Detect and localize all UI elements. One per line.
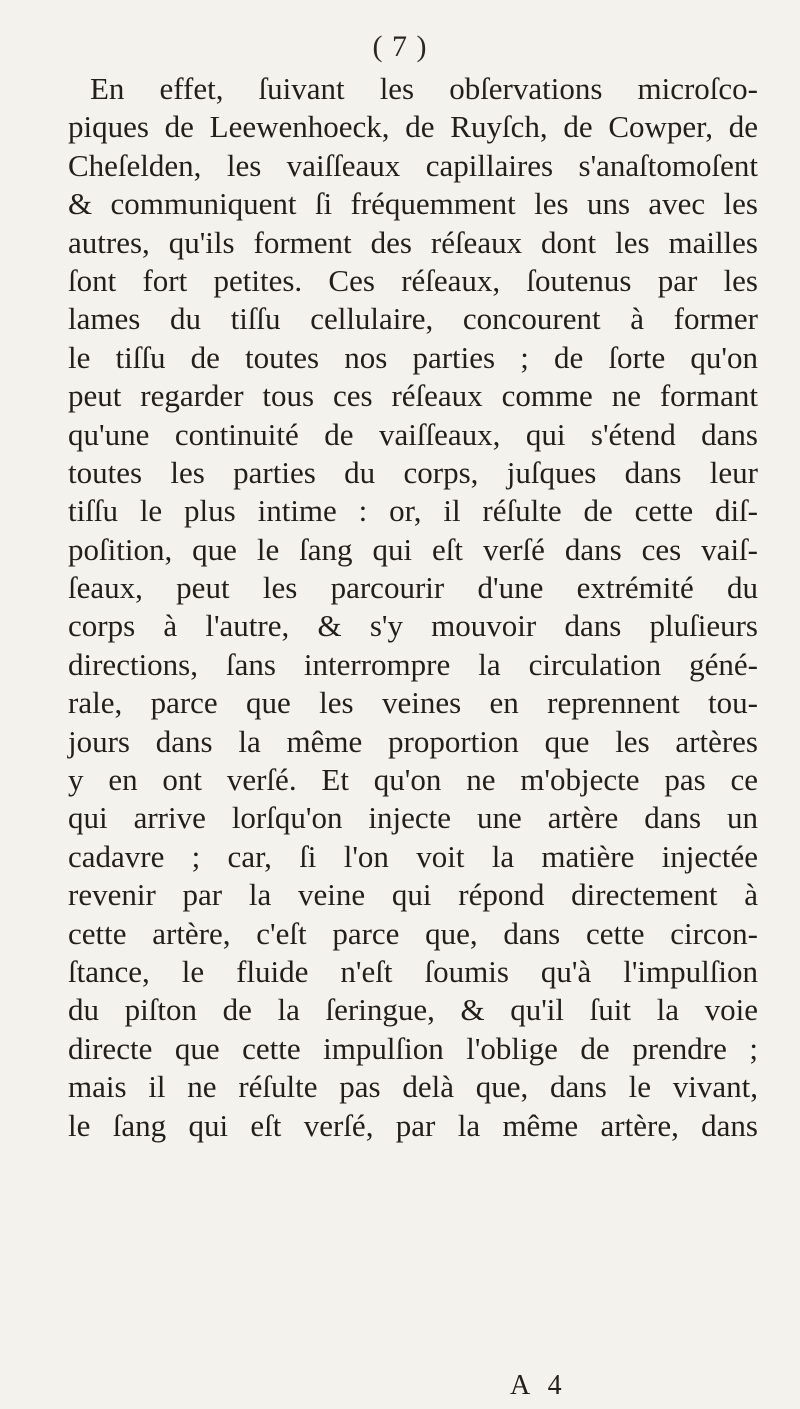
- text-line: directe que cette impulſion l'oblige de prendre ;: [68, 1030, 758, 1066]
- text-line: ſont fort petites. Ces réſeaux, ſoutenus par les: [68, 262, 758, 298]
- text-line: revenir par la veine qui répond directement à: [68, 877, 758, 913]
- text-line: cette artère, c'eſt parce que, dans cette circon-: [68, 915, 758, 951]
- text-line: du piſton de la ſeringue, & qu'il ſuit la voie: [68, 992, 758, 1028]
- text-line: qui arrive lorſqu'on injecte une artère dans un: [68, 800, 758, 836]
- text-line: lames du tiſſu cellulaire, concourent à former: [68, 301, 758, 337]
- text-line: mais il ne réſulte pas delà que, dans le vivant,: [68, 1069, 758, 1105]
- text-line: le ſang qui eſt verſé, par la même artère, dans: [68, 1107, 758, 1143]
- text-line: le tiſſu de toutes nos parties ; de ſorte qu'on: [68, 339, 758, 375]
- text-line: directions, ſans interrompre la circulation géné-: [68, 646, 758, 682]
- text-line: poſition, que le ſang qui eſt verſé dans ces vaiſ-: [68, 531, 758, 567]
- text-line: toutes les parties du corps, juſques dans leur: [68, 454, 758, 490]
- text-line: tiſſu le plus intime : or, il réſulte de cette diſ-: [68, 493, 758, 529]
- text-line: ſtance, le fluide n'eſt ſoumis qu'à l'impulſion: [68, 953, 758, 989]
- text-line: rale, parce que les veines en reprennent tou-: [68, 685, 758, 721]
- page-number: ( 7 ): [372, 30, 428, 63]
- text-line: peut regarder tous ces réſeaux comme ne formant: [68, 378, 758, 414]
- body-text: [68, 70, 758, 1145]
- text-line: Cheſelden, les vaiſſeaux capillaires s'anaſtomoſent: [68, 147, 758, 183]
- text-line: qu'une continuité de vaiſſeaux, qui s'étend dans: [68, 416, 758, 452]
- text-line: piques de Leewenhoeck, de Ruyſch, de Cowper, de: [68, 109, 758, 145]
- text-line: corps à l'autre, & s'y mouvoir dans pluſieurs: [68, 608, 758, 644]
- text-line: autres, qu'ils forment des réſeaux dont les mailles: [68, 224, 758, 260]
- text-line: jours dans la même proportion que les artères: [68, 723, 758, 759]
- text-line: ſeaux, peut les parcourir d'une extrémité du: [68, 570, 758, 606]
- text-line: & communiquent ſi fréquemment les uns avec les: [68, 186, 758, 222]
- signature-mark: A 4: [510, 1370, 568, 1401]
- text-line: cadavre ; car, ſi l'on voit la matière injectée: [68, 838, 758, 874]
- text-line: y en ont verſé. Et qu'on ne m'objecte pas ce: [68, 762, 758, 798]
- text-line: En effet, ſuivant les obſervations microſco-: [90, 71, 758, 106]
